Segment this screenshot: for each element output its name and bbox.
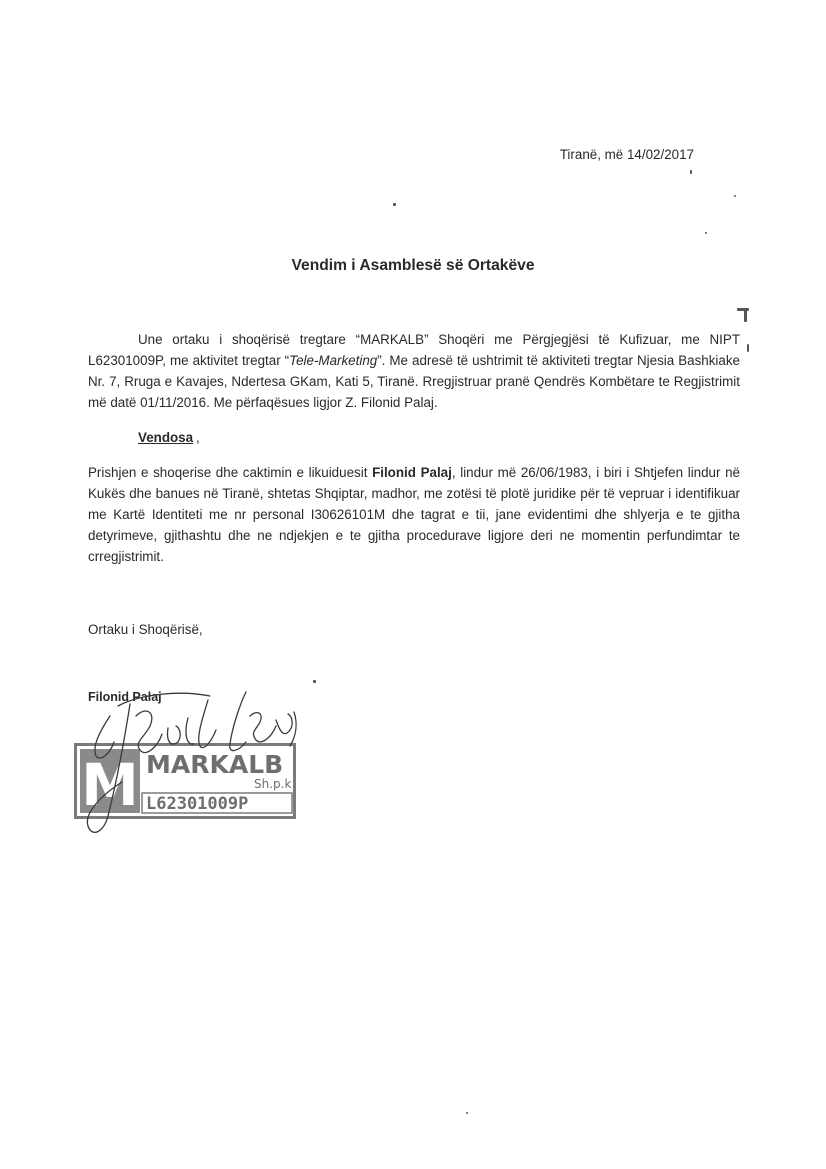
stamp-company-name: MARKALB	[146, 750, 284, 779]
scan-speck	[734, 195, 736, 197]
handwritten-signature	[70, 676, 310, 844]
signature-stroke	[87, 704, 130, 832]
decision-heading-punct: ,	[196, 430, 200, 445]
scan-speck	[393, 203, 396, 206]
scan-speck	[747, 344, 749, 352]
scan-speck	[744, 310, 747, 322]
stamp-nipt: L62301009P	[146, 794, 249, 814]
decision-text-part2: , lindur më 26/06/1983, i biri i Shtjefen lindur në Kukës dhe banues në Tiranë, shtetas Shqiptar, madhor, me zotësi të plotë juridike për të vepruar i identifikuar me Kartë Identiteti me nr personal I30626101M dhe tagrat e tii, jane evidentimi dhe shlyerja e te gjitha detyrimeve, gjithashtu dhe ne ndjekjen e te gjitha procedurave ligjore deri ne momentin perfundimtar te crregjistrimit.	[88, 465, 740, 564]
place-date: Tiranë, më 14/02/2017	[559, 147, 694, 162]
document-title: Vendim i Asamblesë së Ortakëve	[291, 257, 535, 274]
decision-paragraph	[88, 462, 740, 567]
signature-stroke	[95, 716, 114, 758]
stamp-legal-form: Sh.p.k	[254, 777, 292, 791]
signature-stroke	[136, 711, 162, 753]
intro-paragraph	[88, 329, 740, 413]
signature-stroke	[186, 718, 194, 744]
signature-stroke	[230, 692, 246, 751]
stamp-logo-letter: M	[81, 751, 139, 819]
activity-name: Tele-Marketing	[289, 353, 378, 368]
scan-speck	[466, 1112, 468, 1114]
decision-heading: Vendosa	[138, 430, 194, 445]
signature-stroke	[199, 700, 216, 748]
intro-text-part2: ”. Me adresë të ushtrimit të aktiviteti tregtar Njesia Bashkiake Nr. 7, Rruga e Kavajes, Ndertesa GKam, Kati 5, Tiranë. Rregjistruar pranë Qendrës Kombëtare te Regjistrimit më datë 01/11/2016. Me përfaqësues ligjor Z. Filonid Palaj.	[88, 353, 740, 410]
signature-stroke	[276, 714, 292, 734]
scan-speck	[737, 308, 749, 311]
intro-text-part1: Une ortaku i shoqërisë tregtare “MARKALB” Shoqëri me Përgjegjësi të Kufizuar, me NIPT L62301009P, me aktivitet tregtar “	[88, 332, 740, 368]
decision-text-part1: Prishjen e shoqerise dhe caktimin e likuiduesit	[88, 465, 373, 480]
signature-stroke	[250, 713, 276, 742]
scan-speck	[313, 680, 316, 683]
closing-line: Ortaku i Shoqërisë,	[88, 622, 203, 637]
signature-stroke	[118, 693, 210, 706]
scan-speck	[705, 232, 707, 234]
signature-stroke	[167, 726, 180, 744]
scan-speck	[690, 170, 692, 174]
signer-name: Filonid Palaj	[88, 690, 162, 704]
liquidator-name: Filonid Palaj	[372, 465, 452, 480]
